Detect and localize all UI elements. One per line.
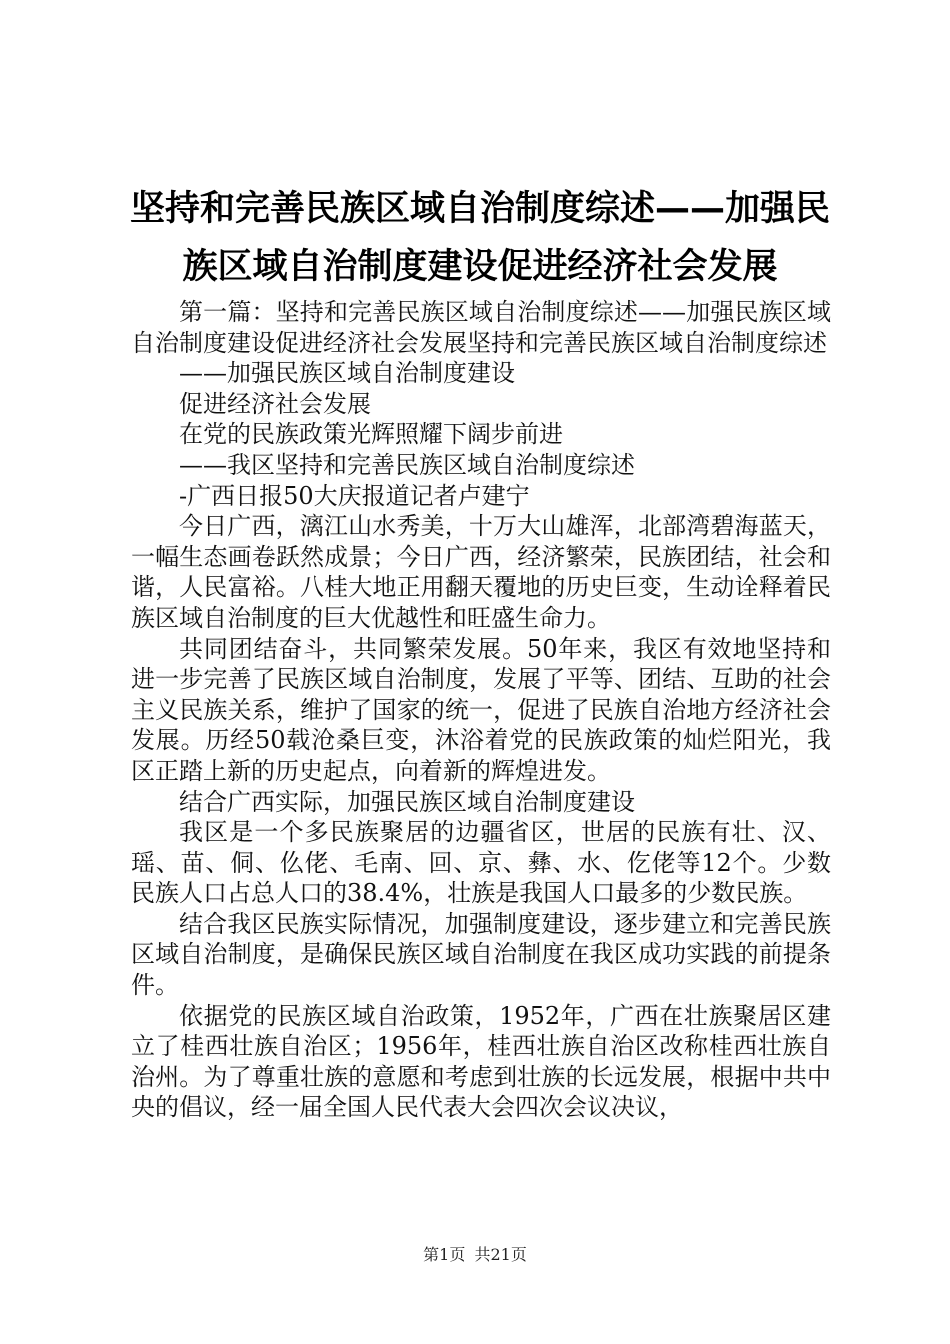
document-title-line-1: 坚持和完善民族区域自治制度综述——加强民 [129,189,830,229]
paragraph: 我区是一个多民族聚居的边疆省区，世居的民族有壮、汉、瑶、苗、侗、仫佬、毛南、回、京、彝、水、仡佬等12个。少数民族人口占总人口的38.4%，壮族是我国人口最多的少数民族。 [131,818,831,908]
paragraph: 第一篇：坚持和完善民族区域自治制度综述——加强民族区域自治制度建设促进经济社会发展坚持和完善民族区域自治制度综述 [131,298,831,357]
paragraph: 在党的民族政策光辉照耀下阔步前进 [179,420,563,449]
paragraph: 促进经济社会发展 [179,389,371,418]
paragraph: ——加强民族区域自治制度建设 [179,359,515,388]
page-total: 共21页 [474,1245,527,1264]
page-footer [0,1242,950,1265]
paragraph: 今日广西，漓江山水秀美，十万大山雄浑，北部湾碧海蓝天，一幅生态画卷跃然成景；今日广西，经济繁荣，民族团结，社会和谐，人民富裕。八桂大地正用翻天覆地的历史巨变，生动诠释着民族区域自治制度的巨大优越性和旺盛生命力。 [131,512,831,632]
document-body [131,297,831,1123]
paragraph: 依据党的民族区域自治政策，1952年，广西在壮族聚居区建立了桂西壮族自治区；1956年，桂西壮族自治区改称桂西壮族自治州。为了尊重壮族的意愿和考虑到壮族的长远发展，根据中共中央的倡议，经一届全国人民代表大会四次会议决议， [131,1001,831,1122]
paragraph: ——我区坚持和完善民族区域自治制度综述 [179,450,635,479]
paragraph: 共同团结奋斗，共同繁荣发展。50年来，我区有效地坚持和进一步完善了民族区域自治制度，发展了平等、团结、互助的社会主义民族关系，维护了国家的统一，促进了民族自治地方经济社会发展。历经50载沧桑巨变，沐浴着党的民族政策的灿烂阳光，我区正踏上新的历史起点，向着新的辉煌进发。 [131,634,831,785]
paragraph: -广西日报50大庆报道记者卢建宁 [179,481,530,510]
paragraph: 结合广西实际，加强民族区域自治制度建设 [179,787,635,816]
page-number: 第1页 [423,1245,466,1264]
paragraph: 结合我区民族实际情况，加强制度建设，逐步建立和完善民族区域自治制度，是确保民族区域自治制度在我区成功实践的前提条件。 [131,909,831,1000]
document-title-line-2: 族区域自治制度建设促进经济社会发展 [182,247,778,287]
